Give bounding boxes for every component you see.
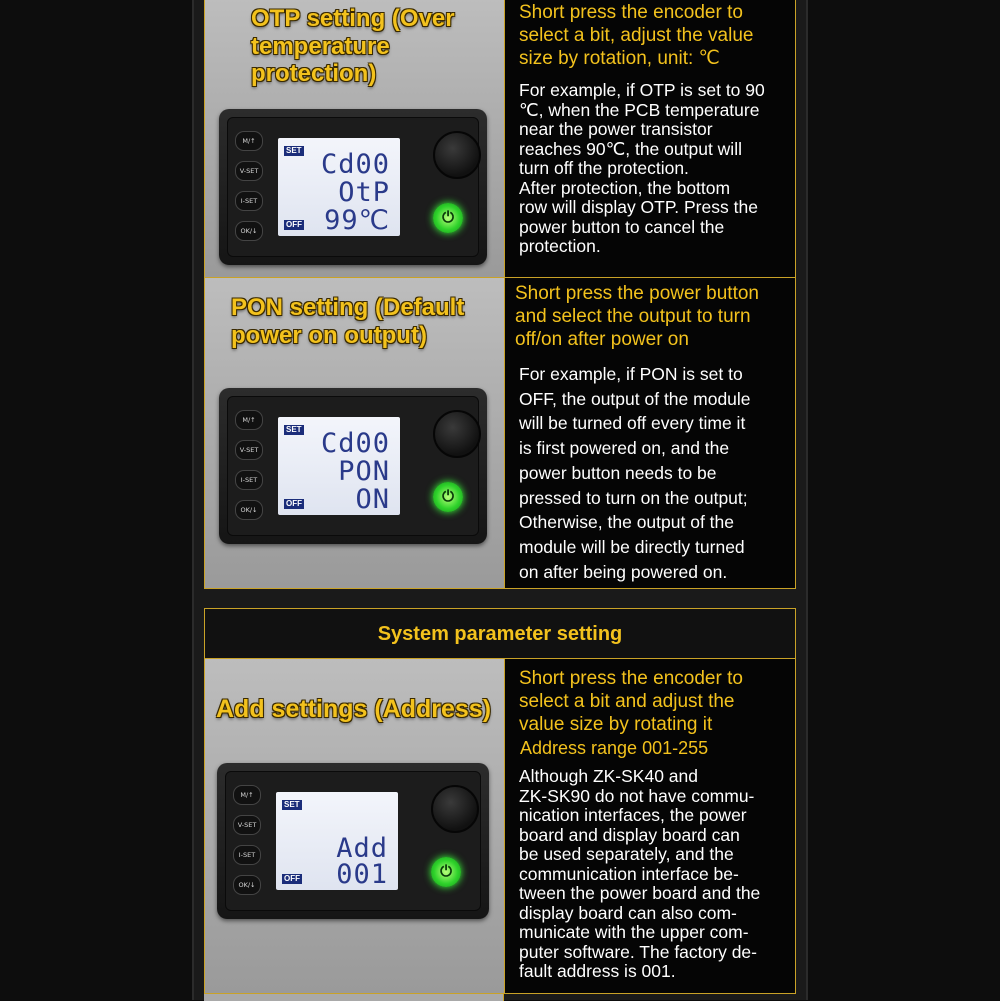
- lcd-set-tag: SET: [284, 800, 300, 809]
- system-parameter-header: System parameter setting: [204, 608, 796, 659]
- encoder-knob[interactable]: [433, 410, 481, 458]
- otp-instruction: Short press the encoder to select a bit, adjust the value size by rotation, unit: ℃: [519, 2, 754, 69]
- lcd-line-2: PON: [338, 456, 390, 487]
- lcd-off-tag: OFF: [286, 499, 302, 508]
- lcd-line-3: 001: [336, 859, 388, 890]
- pon-image-panel: [205, 278, 505, 588]
- lcd-display: [276, 792, 398, 890]
- otp-example: For example, if OTP is set to 90 ℃, when the PCB temperature near the power transistor reaches 90℃, the output will turn off the protection. After protection, the bottom row will display OTP. Press the power button to cancel the protection.: [519, 80, 765, 256]
- encoder-knob[interactable]: [431, 785, 479, 833]
- v-set-button[interactable]: V-SET: [235, 161, 263, 181]
- power-button-icon[interactable]: ⏻: [433, 203, 463, 233]
- i-set-button[interactable]: I-SET: [233, 845, 261, 865]
- ok-down-button[interactable]: OK/↓: [233, 875, 261, 895]
- otp-description: [505, 0, 795, 277]
- lcd-line-1: Cd00: [320, 428, 390, 459]
- lcd-display: [278, 138, 400, 236]
- pon-example: For example, if PON is set to OFF, the output of the module will be turned off every time it is first powered on, and the power button needs to be pressed to turn on the output; Otherwise, the output of the module will be directly turned on after being powered on.: [519, 364, 751, 582]
- m-up-button[interactable]: M/↑: [235, 410, 263, 430]
- lcd-display: [278, 417, 400, 515]
- pon-description: [505, 278, 795, 588]
- pon-section: [204, 277, 796, 589]
- m-up-button[interactable]: M/↑: [233, 785, 261, 805]
- i-set-button[interactable]: I-SET: [235, 470, 263, 490]
- address-image-panel: [205, 659, 505, 993]
- power-module-device: [219, 109, 487, 265]
- lcd-set-tag: SET: [286, 146, 302, 155]
- power-module-device: [219, 388, 487, 544]
- v-set-button[interactable]: V-SET: [235, 440, 263, 460]
- lcd-line-3: 99℃: [324, 205, 390, 236]
- pon-heading: PON setting (Default power on output): [231, 294, 465, 349]
- address-explanation: Although ZK-SK40 and ZK-SK90 do not have commu- nication interfaces, the power board and display board can be used separately, and the communication interface be- tween the power board and the display board can also com- municate with the upper com- puter software. The factory de- fault address is 001.: [519, 766, 761, 981]
- lcd-line-2: OtP: [338, 177, 390, 208]
- power-module-device: [217, 763, 489, 919]
- otp-section: [204, 0, 796, 278]
- lcd-line-2: Add: [336, 833, 388, 864]
- power-button-icon[interactable]: ⏻: [433, 482, 463, 512]
- address-range: Address range 001-255: [520, 738, 709, 758]
- otp-image-panel: [205, 0, 505, 277]
- v-set-button[interactable]: V-SET: [233, 815, 261, 835]
- address-heading: Add settings (Address): [216, 695, 492, 723]
- address-instruction: Short press the encoder to select a bit and adjust the value size by rotating it: [519, 668, 743, 735]
- pon-instruction: Short press the power button and select the output to turn off/on after power on: [515, 283, 759, 350]
- address-section: [204, 658, 796, 994]
- power-button-icon[interactable]: ⏻: [431, 857, 461, 887]
- lcd-line-1: Cd00: [320, 149, 390, 180]
- ok-down-button[interactable]: OK/↓: [235, 221, 263, 241]
- otp-heading: OTP setting (Over temperature protection): [251, 5, 455, 88]
- i-set-button[interactable]: I-SET: [235, 191, 263, 211]
- m-up-button[interactable]: M/↑: [235, 131, 263, 151]
- address-description: [505, 659, 795, 993]
- lcd-off-tag: OFF: [284, 874, 300, 883]
- lcd-off-tag: OFF: [286, 220, 302, 229]
- encoder-knob[interactable]: [433, 131, 481, 179]
- ok-down-button[interactable]: OK/↓: [235, 500, 263, 520]
- lcd-set-tag: SET: [286, 425, 302, 434]
- lcd-line-3: ON: [355, 484, 390, 515]
